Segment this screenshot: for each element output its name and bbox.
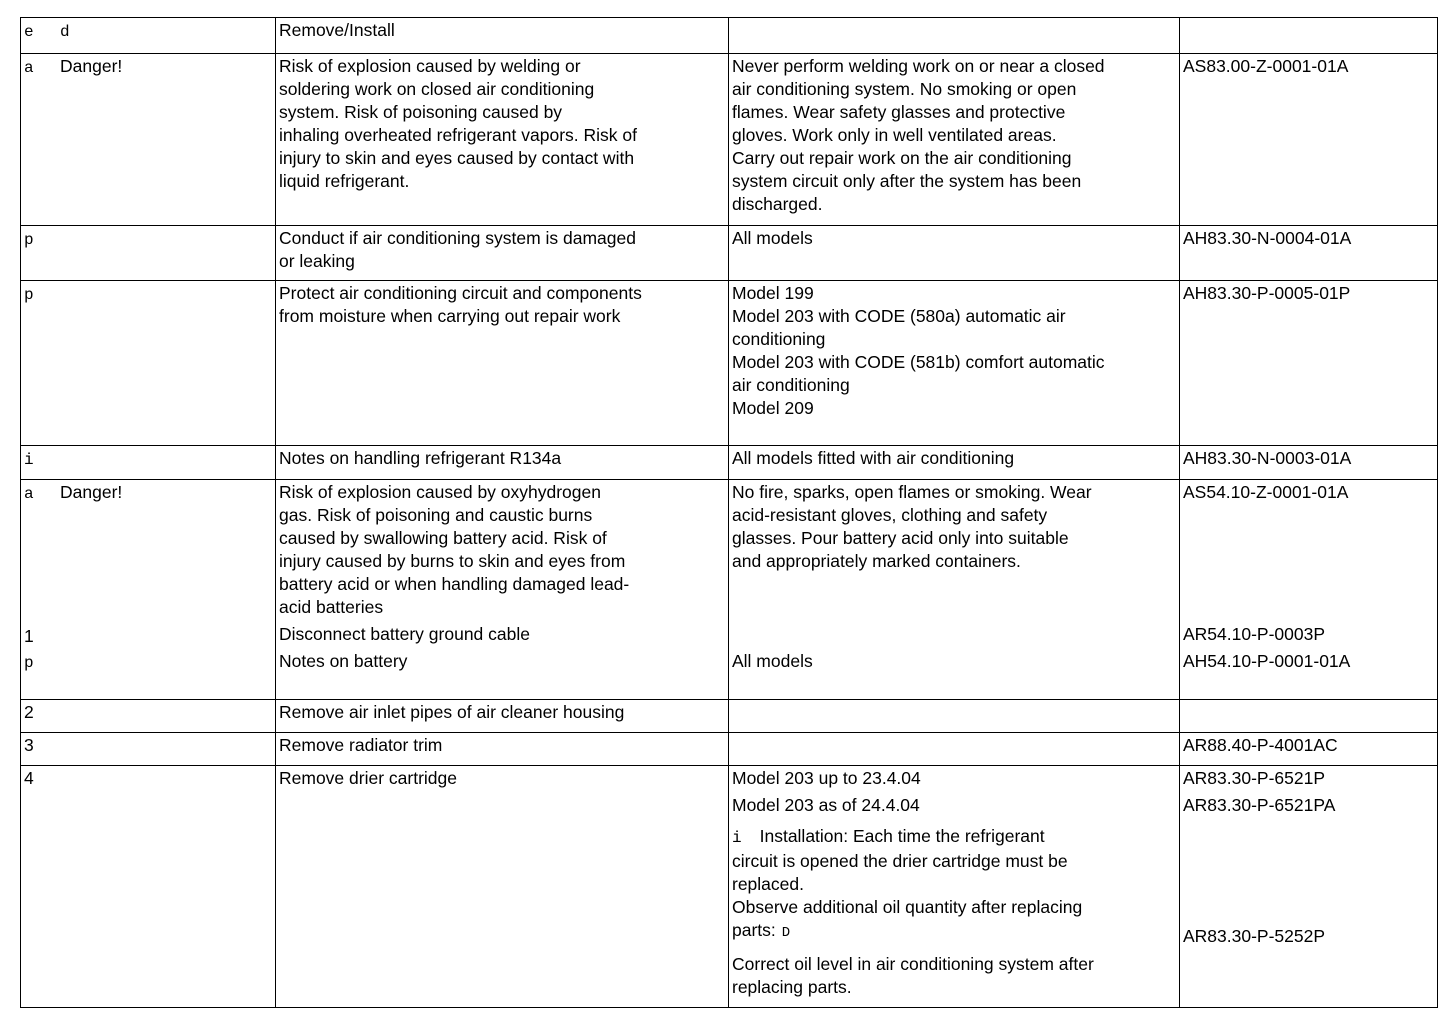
step-marker (24, 55, 272, 80)
table-row (21, 700, 1438, 733)
note-line: Installation: Each time the refrigerant (759, 826, 1045, 846)
table-row (21, 766, 1438, 1008)
note-text: Model 209 (732, 398, 814, 418)
reference-code: AS54.10-Z-0001-01A (1183, 482, 1349, 502)
note-text: All models (732, 651, 813, 671)
reference-cell (1180, 18, 1438, 54)
info-icon: i (732, 829, 742, 847)
note-line: Model 203 up to 23.4.04 (732, 768, 921, 788)
notes-cell (729, 700, 1180, 733)
step-symbol: p (24, 286, 34, 304)
spacer (1183, 848, 1434, 871)
reference-cell (1180, 480, 1438, 700)
reference-block (1183, 925, 1434, 971)
note-text (732, 953, 1176, 976)
spacer (24, 575, 272, 598)
note-text: air conditioning (732, 375, 850, 395)
step-symbol: i (24, 451, 34, 469)
step-label: Danger! (60, 482, 123, 502)
instruction-cell (276, 281, 729, 446)
reference-cell (1180, 226, 1438, 281)
instruction-text: Remove radiator trim (279, 735, 443, 755)
spacer (1183, 871, 1434, 894)
instruction-cell (276, 700, 729, 733)
reference-block (1183, 794, 1434, 817)
notes-cell (729, 281, 1180, 446)
instruction-text: Notes on battery (279, 651, 408, 671)
note-text (732, 850, 1176, 873)
instruction-text: Conduct if air conditioning system is damaged (279, 228, 636, 248)
step-marker (24, 734, 272, 757)
reference-code: AR88.40-P-4001AC (1183, 735, 1338, 755)
notes-cell (729, 226, 1180, 281)
spacer (1183, 894, 1434, 917)
instruction-text: Remove/Install (279, 20, 395, 40)
reference-code: AH83.30-P-0005-01P (1183, 283, 1351, 303)
note-text: gloves. Work only in well ventilated areas. (732, 125, 1057, 145)
note-text: glasses. Pour battery acid only into suitable (732, 528, 1069, 548)
step-symbol: a (24, 485, 34, 503)
step-symbol: 3 (24, 735, 34, 755)
step-symbol: p (24, 654, 34, 672)
reference-cell (1180, 766, 1438, 1008)
spacer (1183, 596, 1434, 619)
step-label: d (60, 23, 70, 41)
note-text (732, 825, 1176, 850)
note-text: No fire, sparks, open flames or smoking. Wear (732, 482, 1092, 502)
instruction-text: battery acid or when handling damaged lead- (279, 574, 630, 594)
note-text: system circuit only after the system has been (732, 171, 1082, 191)
instruction-text: gas. Risk of poisoning and caustic burns (279, 505, 593, 525)
spacer (1183, 550, 1434, 573)
spacer (1183, 573, 1434, 596)
table-row (21, 226, 1438, 281)
note-text (732, 794, 1176, 817)
instruction-cell (276, 18, 729, 54)
note-line: Model 203 as of 24.4.04 (732, 795, 920, 815)
instruction-cell (276, 54, 729, 226)
instruction-text: Remove drier cartridge (279, 768, 457, 788)
note-text: Carry out repair work on the air conditioning (732, 148, 1072, 168)
reference-code: AR83.30-P-6521P (1183, 768, 1326, 788)
table-row (21, 54, 1438, 226)
note-block (732, 825, 1176, 945)
step-marker (24, 447, 272, 472)
reference-code: AH83.30-N-0004-01A (1183, 228, 1352, 248)
repair-procedure-table (20, 17, 1438, 1008)
note-text: Model 203 with CODE (581b) comfort automatic (732, 352, 1105, 372)
reference-code: AR83.30-P-6521PA (1183, 795, 1336, 815)
spacer (1183, 527, 1434, 550)
note-line: Observe additional oil quantity after replacing (732, 897, 1083, 917)
table-row (21, 446, 1438, 480)
note-block (732, 794, 1176, 817)
note-line: circuit is opened the drier cartridge must be (732, 851, 1068, 871)
note-text (732, 919, 1176, 945)
instruction-text: acid batteries (279, 597, 384, 617)
reference-cell (1180, 733, 1438, 766)
instruction-text: injury to skin and eyes caused by contact with (279, 148, 635, 168)
instruction-cell (276, 226, 729, 281)
step-cell (21, 700, 276, 733)
note-text: conditioning (732, 329, 826, 349)
spacer (732, 596, 1176, 619)
spacer (24, 529, 272, 552)
spacer (1183, 825, 1434, 848)
note-text (732, 767, 1176, 790)
step-marker (24, 282, 272, 307)
note-text (732, 976, 1176, 999)
spacer (24, 598, 272, 621)
step-cell (21, 226, 276, 281)
table-row (21, 733, 1438, 766)
note-text (732, 896, 1176, 919)
step-marker (24, 701, 272, 724)
note-text: and appropriately marked containers. (732, 551, 1021, 571)
note-text: All models (732, 228, 813, 248)
instruction-text: system. Risk of poisoning caused by (279, 102, 563, 122)
instruction-cell (276, 766, 729, 1008)
spacer (732, 573, 1176, 596)
instruction-text: inhaling overheated refrigerant vapors. Risk of (279, 125, 637, 145)
step-symbol: a (24, 59, 34, 77)
step-cell (21, 54, 276, 226)
instruction-cell (276, 733, 729, 766)
notes-cell (729, 766, 1180, 1008)
doc-link-icon: D (781, 925, 791, 941)
note-line: replaced. (732, 874, 804, 894)
step-label: Danger! (60, 56, 123, 76)
step-cell (21, 733, 276, 766)
step-symbol: 4 (24, 768, 34, 788)
note-text: All models fitted with air conditioning (732, 448, 1015, 468)
step-marker (24, 19, 272, 44)
step-symbol: 1 (24, 626, 34, 646)
step-cell (21, 18, 276, 54)
note-text: air conditioning system. No smoking or open (732, 79, 1077, 99)
instruction-text: Risk of explosion caused by welding or (279, 56, 581, 76)
instruction-cell (276, 446, 729, 480)
notes-cell (729, 54, 1180, 226)
spacer (24, 552, 272, 575)
instruction-text: liquid refrigerant. (279, 171, 410, 191)
step-symbol: 2 (24, 702, 34, 722)
reference-cell (1180, 281, 1438, 446)
reference-block (1183, 767, 1434, 790)
step-cell (21, 446, 276, 480)
instruction-text: Notes on handling refrigerant R134a (279, 448, 562, 468)
instruction-text: caused by swallowing battery acid. Risk of (279, 528, 607, 548)
note-line: Correct oil level in air conditioning system after (732, 954, 1094, 974)
reference-cell (1180, 700, 1438, 733)
instruction-text: Remove air inlet pipes of air cleaner housing (279, 702, 625, 722)
step-marker (24, 767, 272, 790)
instruction-text: Risk of explosion caused by oxyhydrogen (279, 482, 601, 502)
instruction-text: Protect air conditioning circuit and components (279, 283, 642, 303)
spacer (24, 506, 272, 529)
notes-cell (729, 733, 1180, 766)
step-marker (24, 227, 272, 252)
note-line: replacing parts. (732, 977, 852, 997)
step-cell (21, 766, 276, 1008)
step-marker (24, 481, 272, 506)
table-body (21, 18, 1438, 1008)
instruction-cell (276, 480, 729, 700)
note-text: Model 203 with CODE (580a) automatic air (732, 306, 1066, 326)
instruction-text: or leaking (279, 251, 355, 271)
table-row (21, 281, 1438, 446)
instruction-text: from moisture when carrying out repair work (279, 306, 621, 326)
reference-block (1183, 825, 1434, 917)
reference-code: AR83.30-P-5252P (1183, 926, 1326, 946)
reference-code: AH83.30-N-0003-01A (1183, 448, 1352, 468)
table-row (21, 18, 1438, 54)
note-text: flames. Wear safety glasses and protective (732, 102, 1066, 122)
reference-code: AS83.00-Z-0001-01A (1183, 56, 1349, 76)
instruction-text: soldering work on closed air conditioning (279, 79, 595, 99)
spacer (1183, 948, 1434, 971)
note-text: Model 199 (732, 283, 814, 303)
instruction-text: Disconnect battery ground cable (279, 624, 530, 644)
note-text: discharged. (732, 194, 823, 214)
instruction-text: injury caused by burns to skin and eyes from (279, 551, 626, 571)
note-block (732, 953, 1176, 999)
notes-cell (729, 480, 1180, 700)
reference-code: AH54.10-P-0001-01A (1183, 651, 1351, 671)
reference-cell (1180, 54, 1438, 226)
notes-cell (729, 446, 1180, 480)
step-symbol: p (24, 231, 34, 249)
notes-cell (729, 18, 1180, 54)
reference-cell (1180, 446, 1438, 480)
step-cell (21, 281, 276, 446)
note-text: acid-resistant gloves, clothing and safety (732, 505, 1048, 525)
note-block (732, 767, 1176, 790)
note-text: Never perform welding work on or near a closed (732, 56, 1105, 76)
spacer (1183, 504, 1434, 527)
note-line: parts: (732, 920, 776, 940)
note-text (732, 873, 1176, 896)
step-cell (21, 480, 276, 700)
note-text (732, 623, 1176, 646)
reference-code: AR54.10-P-0003P (1183, 624, 1326, 644)
table-row (21, 480, 1438, 700)
step-symbol: e (24, 23, 34, 41)
